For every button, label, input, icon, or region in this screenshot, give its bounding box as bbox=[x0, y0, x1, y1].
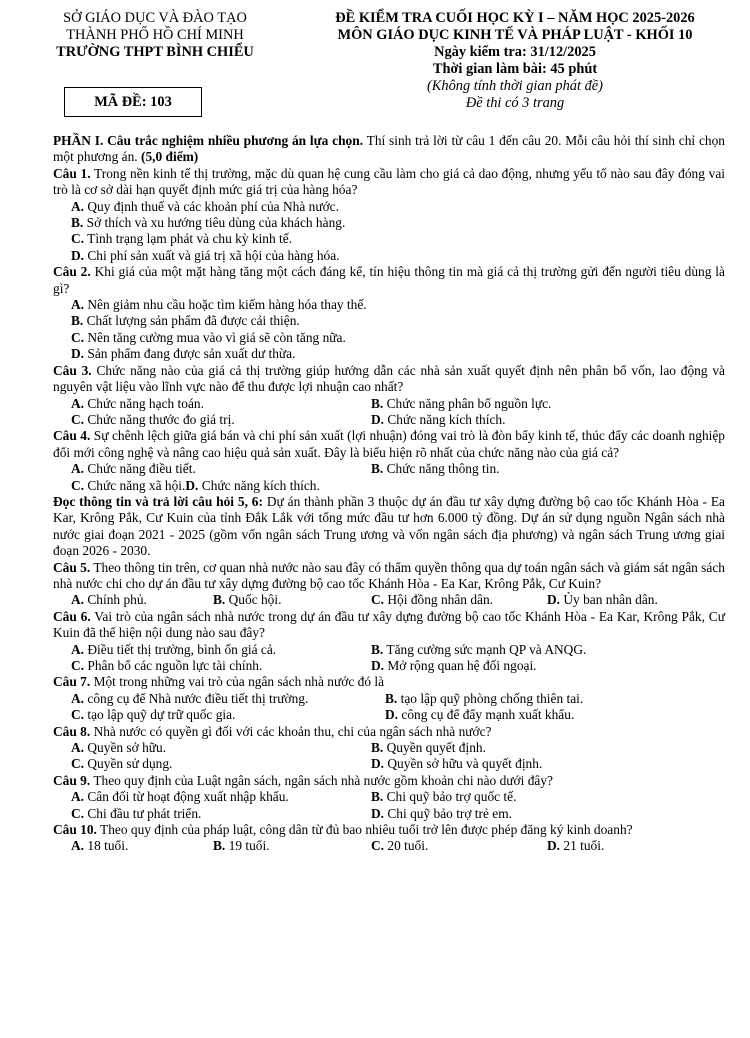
option-label: B. bbox=[371, 740, 384, 756]
exam-content bbox=[53, 133, 725, 855]
question-text: Một trong những vai trò của ngân sách nhà nước đó là bbox=[90, 674, 385, 690]
option-label: A. bbox=[71, 740, 85, 756]
option-row bbox=[53, 396, 725, 412]
option-label: A. bbox=[71, 641, 85, 657]
option-label: A. bbox=[71, 592, 85, 608]
option-label: C. bbox=[71, 477, 85, 493]
option-a bbox=[71, 592, 213, 608]
question-text: Trong nền kinh tế thị trường, mặc dù quan hệ cung cầu làm cho giá cả dao động, nhưng yếu tố nào sau đây đóng vai trò là cơ sở dài hạn quyết định mức giá trị của hàng hóa? bbox=[53, 165, 725, 198]
option-line bbox=[53, 248, 725, 264]
question-text: Theo quy định của Luật ngân sách, ngân sách nhà nước gồm khoản chi nào dưới đây? bbox=[90, 772, 553, 788]
option-text: Quốc hội. bbox=[225, 592, 282, 608]
question-6 bbox=[53, 609, 725, 642]
option-line bbox=[53, 199, 725, 215]
option-d bbox=[547, 838, 604, 854]
question-3 bbox=[53, 363, 725, 396]
option-text: Chính phủ. bbox=[84, 592, 147, 608]
option-row bbox=[53, 806, 725, 822]
option-label: B. bbox=[371, 461, 384, 477]
option-d bbox=[385, 707, 574, 723]
question-text: Theo thông tin trên, cơ quan nhà nước nào sau đây có thẩm quyền thông qua dự toán ngân sách và giám sát ngân sách nhà nước chi cho dự án đầu tư xây dựng đường bộ cao tốc Khánh Hòa - Ea Kar, Krông Pắk, Cư Kuin? bbox=[53, 559, 725, 591]
option-row bbox=[53, 756, 725, 772]
option-text: Điều tiết thị trường, bình ổn giá cả. bbox=[84, 641, 277, 657]
option-row bbox=[53, 789, 725, 805]
option-d bbox=[371, 806, 512, 822]
option-label: B. bbox=[371, 789, 384, 805]
option-c bbox=[71, 412, 371, 428]
option-label: B. bbox=[213, 592, 226, 608]
option-line bbox=[53, 231, 725, 247]
option-b bbox=[371, 642, 586, 658]
option-text: tạo lập quỹ dự trữ quốc gia. bbox=[84, 707, 236, 723]
question-text: Theo quy định của pháp luật, công dân từ đủ bao nhiêu tuổi trở lên được phép đăng ký kinh doanh? bbox=[96, 822, 633, 838]
option-a bbox=[71, 461, 371, 477]
option-b bbox=[371, 740, 486, 756]
option-a bbox=[71, 396, 371, 412]
option-text: Hội đồng nhân dân. bbox=[384, 592, 494, 608]
option-label: A. bbox=[71, 297, 85, 313]
option-d bbox=[547, 592, 658, 608]
exam-duration: Thời gian làm bài: 45 phút bbox=[432, 61, 598, 77]
option-text: Chức năng xã hội. bbox=[84, 477, 186, 493]
option-label: C. bbox=[71, 658, 85, 673]
option-c bbox=[71, 478, 185, 494]
option-line bbox=[53, 297, 725, 313]
city-name: THÀNH PHỐ HỒ CHÍ MINH bbox=[66, 27, 244, 43]
option-row bbox=[53, 592, 725, 608]
question-number: Câu 6. bbox=[53, 608, 91, 624]
option-label: A. bbox=[71, 395, 85, 411]
option-c bbox=[71, 707, 385, 723]
option-text: Cân đối từ hoạt động xuất nhập khẩu. bbox=[84, 789, 289, 805]
option-text: Tình trạng lạm phát và chu kỳ kinh tế. bbox=[84, 231, 293, 247]
option-label: A. bbox=[71, 789, 85, 805]
exam-code-box: MÃ ĐỀ: 103 bbox=[64, 87, 202, 117]
option-text: Chức năng phân bổ nguồn lực. bbox=[383, 395, 552, 411]
option-label: D. bbox=[71, 346, 85, 362]
option-d bbox=[371, 756, 542, 772]
question-1 bbox=[53, 166, 725, 199]
option-text: tạo lập quỹ phòng chống thiên tai. bbox=[397, 690, 584, 706]
option-row bbox=[53, 658, 725, 674]
option-text: Chất lượng sản phẩm đã được cải thiện. bbox=[83, 313, 300, 329]
option-text: Ủy ban nhân dân. bbox=[560, 592, 658, 608]
option-text: Tăng cường sức mạnh QP và ANQG. bbox=[383, 641, 587, 657]
school-name: TRƯỜNG THPT BÌNH CHIỂU bbox=[56, 44, 254, 60]
option-text: Sản phẩm đang được sản xuất dư thừa. bbox=[84, 346, 296, 362]
question-8 bbox=[53, 724, 725, 740]
option-label: D. bbox=[371, 756, 385, 772]
question-7 bbox=[53, 674, 725, 690]
option-label: C. bbox=[71, 411, 85, 427]
reading-text: Dự án thành phần 3 thuộc dự án đầu tư xây dựng đường bộ cao tốc Khánh Hòa - Ea Kar, Krông Pắk, Cư Kuin của tỉnh Đắk Lắk với tổng mức đầu tư hơn 6.000 tỷ đồng. Dự án sử dụng nguồn Ngân sách nhà nước giai đoạn 2021 - 2025 (gồm vốn ngân sách Trung ương và vốn ngân sách địa phương) và ngân sách Trung ương giai đoạn 2026 - 2030. bbox=[53, 493, 725, 559]
option-line bbox=[53, 330, 725, 346]
option-label: C. bbox=[71, 756, 85, 772]
option-row bbox=[53, 412, 725, 428]
option-row bbox=[53, 478, 725, 494]
option-b bbox=[213, 838, 371, 854]
option-b bbox=[371, 461, 500, 477]
question-4 bbox=[53, 428, 725, 461]
option-d bbox=[185, 478, 319, 494]
option-label: D. bbox=[371, 658, 385, 673]
option-row bbox=[53, 642, 725, 658]
option-label: B. bbox=[371, 641, 384, 657]
option-text: Chi đầu tư phát triển. bbox=[84, 805, 202, 821]
option-label: B. bbox=[371, 395, 384, 411]
option-text: Quyền sở hữu. bbox=[84, 740, 167, 756]
question-number: Câu 2. bbox=[53, 264, 91, 280]
option-text: Chức năng hạch toán. bbox=[84, 395, 204, 411]
option-label: D. bbox=[385, 707, 399, 723]
option-text: Chi phí sản xuất và giá trị xã hội của hàng hóa. bbox=[84, 247, 340, 263]
option-text: Chi quỹ bảo trợ quốc tế. bbox=[383, 789, 517, 805]
question-number: Câu 4. bbox=[53, 428, 91, 444]
duration-note: (Không tính thời gian phát đề) bbox=[427, 78, 603, 94]
option-label: D. bbox=[185, 477, 199, 493]
option-a bbox=[71, 838, 213, 854]
exam-date: Ngày kiểm tra: 31/12/2025 bbox=[434, 44, 596, 60]
option-text: Mở rộng quan hệ đối ngoại. bbox=[384, 658, 537, 673]
question-5 bbox=[53, 560, 725, 593]
header-left bbox=[16, 10, 294, 61]
option-c bbox=[371, 592, 547, 608]
question-text: Sự chênh lệch giữa giá bán và chi phí sản xuất (lợi nhuận) đóng vai trò là đòn bẩy kinh tế, thúc đẩy các doanh nghiệp đổi mới công nghệ và nâng cao hiệu quả sản xuất. Đây là biểu hiện rõ nhất của chức năng nào của giá cả? bbox=[53, 428, 725, 460]
option-row bbox=[53, 740, 725, 756]
option-label: A. bbox=[71, 690, 85, 706]
option-d bbox=[371, 658, 537, 674]
option-text: Quyền sử dụng. bbox=[84, 756, 173, 772]
option-label: C. bbox=[71, 805, 85, 821]
option-line bbox=[53, 215, 725, 231]
option-label: B. bbox=[71, 313, 84, 329]
option-label: A. bbox=[71, 838, 85, 854]
option-label: C. bbox=[371, 592, 385, 608]
question-2 bbox=[53, 264, 725, 297]
option-text: công cụ để Nhà nước điều tiết thị trường. bbox=[84, 690, 309, 706]
option-text: Chức năng kích thích. bbox=[198, 477, 320, 493]
part1-instructions bbox=[53, 133, 725, 166]
question-text: Khi giá của một mặt hàng tăng một cách đáng kể, tín hiệu thông tin mà giá cả thị trường gửi đến người tiêu dùng là gì? bbox=[53, 264, 725, 296]
subject-title: MÔN GIÁO DỤC KINH TẾ VÀ PHÁP LUẬT - KHỐI 10 bbox=[337, 27, 693, 43]
option-row bbox=[53, 461, 725, 477]
option-label: B. bbox=[213, 838, 226, 854]
option-a bbox=[71, 740, 371, 756]
option-text: Chi quỹ bảo trợ trẻ em. bbox=[384, 805, 512, 821]
option-text: 18 tuổi. bbox=[84, 838, 129, 854]
option-text: công cụ để đẩy mạnh xuất khẩu. bbox=[398, 707, 575, 723]
question-number: Câu 3. bbox=[53, 362, 92, 378]
option-line bbox=[53, 346, 725, 362]
option-text: Nên giảm nhu cầu hoặc tìm kiếm hàng hóa thay thế. bbox=[84, 297, 367, 313]
option-text: Phân bổ các nguồn lực tài chính. bbox=[84, 658, 263, 673]
option-b bbox=[371, 396, 551, 412]
question-text: Nhà nước có quyền gì đối với các khoản thu, chi của ngân sách nhà nước? bbox=[90, 723, 492, 739]
option-text: Nên tăng cường mua vào vì giá sẽ còn tăng nữa. bbox=[84, 329, 346, 345]
department-name: SỞ GIÁO DỤC VÀ ĐÀO TẠO bbox=[63, 10, 247, 26]
option-text: 19 tuổi. bbox=[225, 838, 270, 854]
option-c bbox=[371, 838, 547, 854]
option-line bbox=[53, 313, 725, 329]
option-text: Chức năng thước đo giá trị. bbox=[84, 411, 235, 427]
option-label: B. bbox=[71, 215, 84, 231]
part1-title: PHẦN I. Câu trắc nghiệm nhiều phương án lựa chọn. bbox=[53, 133, 364, 148]
question-number: Câu 1. bbox=[53, 165, 91, 181]
option-text: Quy định thuế và các khoản phí của Nhà nước. bbox=[84, 198, 339, 214]
question-number: Câu 9. bbox=[53, 772, 91, 788]
question-number: Câu 7. bbox=[53, 674, 91, 690]
option-text: Quyền quyết định. bbox=[383, 740, 486, 756]
exam-title: ĐỀ KIỂM TRA CUỐI HỌC KỲ I – NĂM HỌC 2025-2026 bbox=[335, 10, 695, 26]
option-text: Chức năng kích thích. bbox=[384, 411, 506, 427]
option-row bbox=[53, 838, 725, 854]
option-b bbox=[213, 592, 371, 608]
option-label: D. bbox=[371, 805, 385, 821]
option-text: Chức năng điều tiết. bbox=[84, 461, 196, 477]
part1-desc: Thí sinh trả lời từ câu 1 đến câu 20. Mỗi câu hỏi thí sinh chỉ chọn một phương án. bbox=[53, 133, 725, 165]
option-d bbox=[371, 412, 505, 428]
option-b bbox=[385, 691, 583, 707]
option-label: D. bbox=[71, 247, 85, 263]
option-c bbox=[71, 756, 371, 772]
option-row bbox=[53, 691, 725, 707]
option-a bbox=[71, 691, 385, 707]
option-label: D. bbox=[547, 838, 561, 854]
option-label: A. bbox=[71, 198, 85, 214]
option-a bbox=[71, 642, 371, 658]
reading-passage bbox=[53, 494, 725, 560]
option-label: C. bbox=[371, 838, 385, 854]
option-text: Sở thích và xu hướng tiêu dùng của khách hàng. bbox=[83, 215, 346, 231]
option-text: Quyền sở hữu và quyết định. bbox=[384, 756, 543, 772]
question-9 bbox=[53, 773, 725, 789]
option-text: 21 tuổi. bbox=[560, 838, 605, 854]
option-c bbox=[71, 658, 371, 674]
question-number: Câu 10. bbox=[53, 822, 97, 838]
page-count: Đề thi có 3 trang bbox=[465, 95, 565, 111]
option-c bbox=[71, 806, 371, 822]
option-label: D. bbox=[547, 592, 561, 608]
option-label: C. bbox=[71, 707, 85, 723]
option-label: A. bbox=[71, 461, 85, 477]
question-number: Câu 5. bbox=[53, 559, 91, 575]
option-label: B. bbox=[385, 690, 398, 706]
question-number: Câu 8. bbox=[53, 723, 91, 739]
option-b bbox=[371, 789, 516, 805]
part1-score: (5,0 điểm) bbox=[137, 149, 199, 165]
option-label: D. bbox=[371, 411, 385, 427]
option-text: Chức năng thông tin. bbox=[383, 461, 500, 477]
question-10 bbox=[53, 822, 725, 838]
header-right bbox=[290, 10, 740, 112]
option-label: C. bbox=[71, 231, 85, 247]
option-text: 20 tuổi. bbox=[384, 838, 429, 854]
option-a bbox=[71, 789, 371, 805]
option-label: C. bbox=[71, 329, 85, 345]
question-text: Chức năng nào của giá cả thị trường giúp hướng dẫn các nhà sản xuất quyết định nên phân bổ vốn, lao động và nguyên vật liệu vào lĩnh vực nào để thu được lợi nhuận cao nhất? bbox=[53, 362, 725, 395]
question-text: Vai trò của ngân sách nhà nước trong dự án đầu tư xây dựng đường bộ cao tốc Khánh Hòa - Ea Kar, Krông Pắk, Cư Kuin đã thể hiện nội dung nào sau đây? bbox=[53, 608, 725, 641]
reading-title: Đọc thông tin và trả lời câu hỏi 5, 6: bbox=[53, 493, 263, 509]
option-row bbox=[53, 707, 725, 723]
